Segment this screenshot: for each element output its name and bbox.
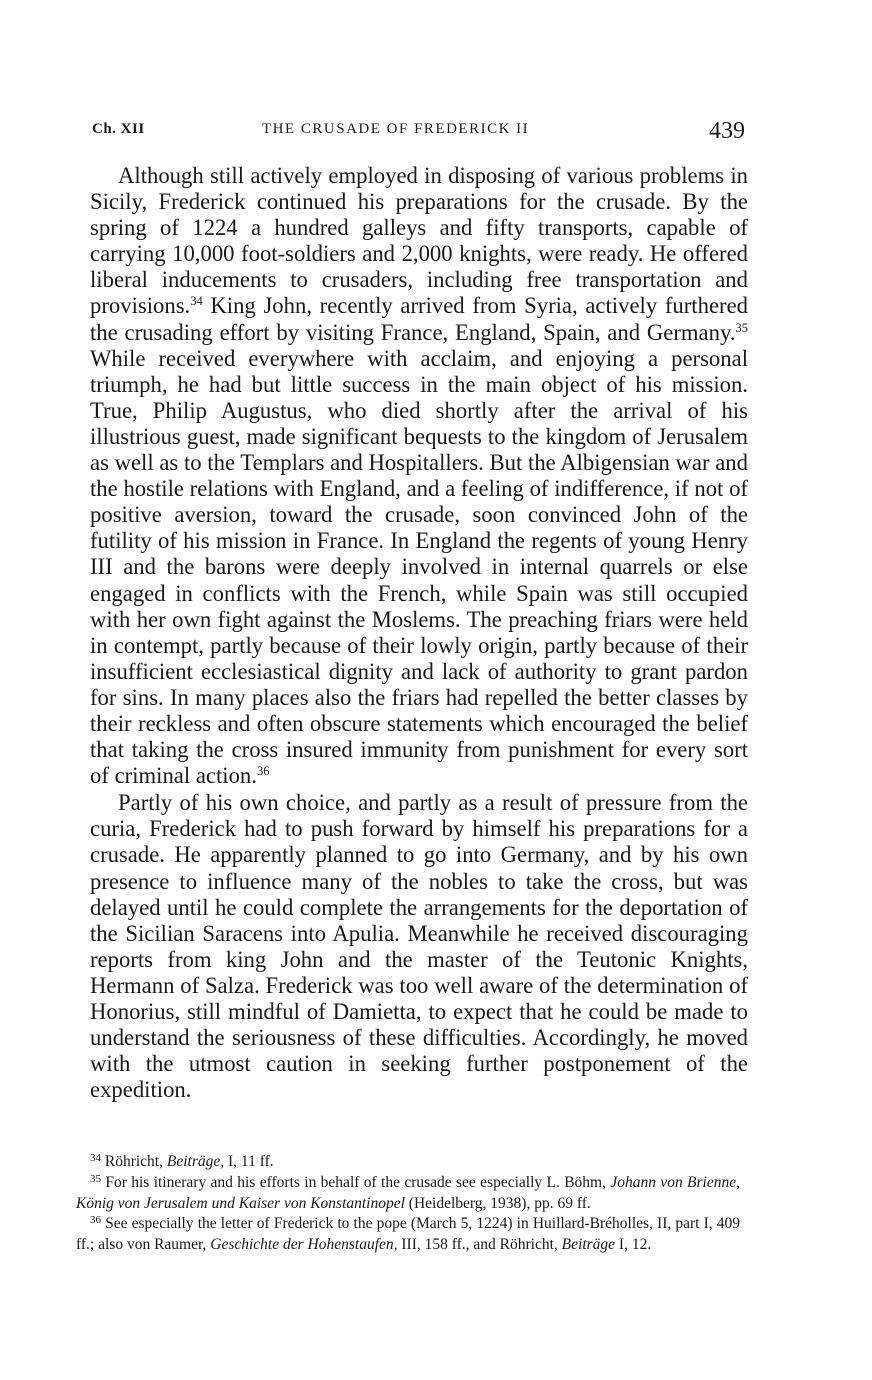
chapter-label: Ch. XII bbox=[92, 121, 145, 137]
page-number: 439 bbox=[709, 118, 745, 144]
footnote-number: 36 bbox=[90, 1214, 101, 1226]
running-header bbox=[92, 118, 747, 150]
footnote-text: III, 158 ff., and Röhricht, bbox=[397, 1236, 562, 1253]
footnote-text: See especially the letter of Frederick to the pope (March 5, 1224) in Huillard-Bréholles, II, part I, 409 ff.; also von Raumer, bbox=[76, 1215, 741, 1253]
footnote-text: For his itinerary and his efforts in behalf of the crusade see especially L. Böhm, bbox=[105, 1174, 611, 1191]
footnote-36 bbox=[76, 1214, 740, 1255]
footnote-ref-35: 35 bbox=[735, 320, 748, 335]
footnote-number: 34 bbox=[90, 1152, 101, 1164]
footnote-text: Röhricht, bbox=[104, 1153, 167, 1170]
paragraph-1-part-1: Although still actively employed in disposing of various problems in Sicily, Frederick continued his preparations for the crusade. By the spring of 1224 a hundred galleys and fifty transports, capable of carrying 10,000 foot-soldiers and 2,000 knights, were ready. He offered liberal inducements to crusaders, including free transportation and provisions. bbox=[90, 163, 748, 319]
footnote-ref-36: 36 bbox=[256, 764, 270, 779]
footnotes bbox=[76, 1152, 740, 1255]
footnote-text: I, 11 ff. bbox=[224, 1153, 274, 1170]
footnote-italic: Johann von Brienne, König von Jerusalem und Kaiser von Konstantinopel bbox=[76, 1174, 740, 1212]
paragraph-2: Partly of his own choice, and partly as a result of pressure from the curia, Frederick had to push forward by himself his preparations for a crusade. He apparently planned to go into Germany, and by his own presence to influence many of the nobles to take the cross, but was delayed until he could complete the arrangements for the deportation of the Sicilian Saracens into Apulia. Meanwhile he received discouraging reports from king John and the master of the Teutonic Knights, Hermann of Salza. Frederick was too well aware of the determination of Honorius, still mindful of Damietta, to expect that he could be made to understand the seriousness of these difficulties. Accordingly, he moved with the utmost caution in seeking further postponement of the expedition. bbox=[90, 790, 748, 1103]
footnote-italic: Geschichte der Hohenstaufen, bbox=[210, 1236, 398, 1253]
footnote-text: I, 12. bbox=[615, 1236, 652, 1253]
footnote-text: (Heidelberg, 1938), pp. 69 ff. bbox=[404, 1195, 591, 1212]
running-title: THE CRUSADE OF FREDERICK II bbox=[262, 121, 530, 137]
main-text bbox=[90, 163, 748, 1103]
footnote-ref-34: 34 bbox=[190, 294, 203, 309]
paragraph-1 bbox=[90, 163, 748, 789]
footnote-number: 35 bbox=[90, 1173, 101, 1185]
paragraph-1-part-3: While received everywhere with acclaim, and enjoying a personal triumph, he had but little success in the main object of his mission. True, Philip Augustus, who died shortly after the arrival of his illustrious guest, made significant bequests to the kingdom of Jerusalem as well as to the Templars and Hospitallers. But the Albigensian war and the hostile relations with England, and a feeling of indifference, if not of positive aversion, toward the crusade, soon convinced John of the futility of his mission in France. In England the regents of young Henry III and the barons were deeply involved in internal quarrels or else engaged in conflicts with the French, while Spain was still occupied with her own fight against the Moslems. The preaching friars were held in contempt, partly because of their lowly origin, partly because of their insufficient ecclesiastical dignity and lack of authority to grant pardon for sins. In many places also the friars had repelled the better classes by their reckless and often obscure statements which encouraged the belief that taking the cross insured immunity from punishment for every sort of criminal action. bbox=[90, 345, 748, 789]
paragraph-1-part-2: King John, recently arrived from Syria, actively furthered the crusading effort by visiting France, England, Spain, and Germany. bbox=[90, 293, 748, 345]
footnote-italic: Beiträge, bbox=[166, 1153, 225, 1170]
footnote-35 bbox=[76, 1173, 740, 1214]
footnote-34 bbox=[76, 1152, 740, 1173]
footnote-italic: Beiträge bbox=[561, 1236, 616, 1253]
